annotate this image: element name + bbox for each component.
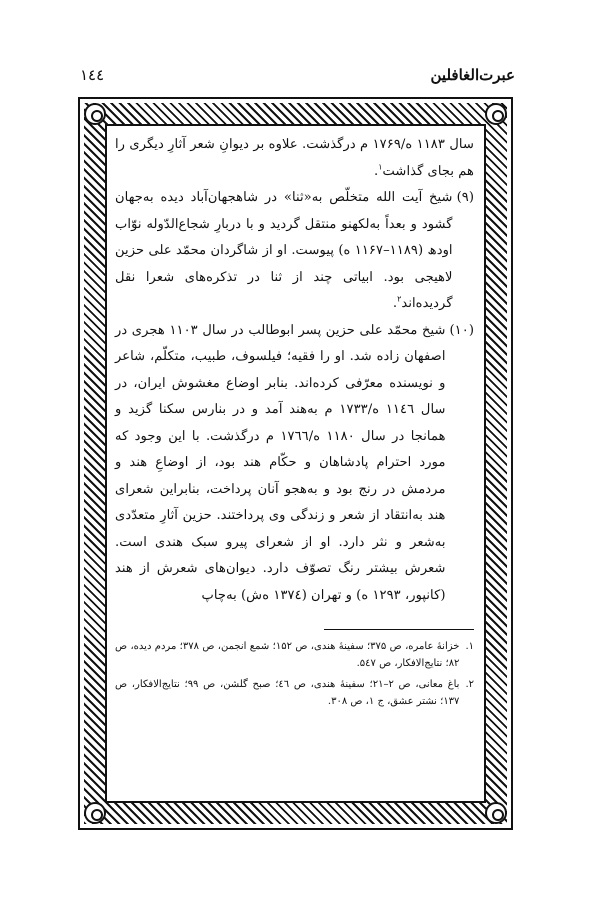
intro-end: .: [373, 163, 379, 179]
running-title: عبرت‌الغافلین: [430, 66, 515, 84]
entry-body: شیخ آیت الله متخلّص به«ثنا» در شاهجهان‌آباد دیده به‌جهان گشود و بعداً به‌لکهنو منتقل گردید و با دربارِ شجاع‌الدّوله نوّاب اودھ (۱۱۸۹–۱۱۶۷ ه) پیوست. او از شاگردان محمّد علی حزین لاهیجی بود. ابیاتی چند از ثنا در تذکره‌های شعرا نقل گردیده‌اند: [115, 190, 453, 311]
footnote-1: [115, 638, 474, 672]
entry-10: [115, 318, 474, 610]
corner-ornament-icon: [84, 802, 106, 824]
intro-text: سال ۱۱۸۳ ه/۱۷۶۹ م درگذشت. علاوه بر دیوانِ شعر آثارِ دیگری را هم بجای گذاشت: [115, 137, 474, 179]
footnote-number: ۲.: [465, 679, 474, 690]
decorative-frame: [78, 97, 513, 830]
entry-number: (۱۰): [449, 322, 474, 338]
page-content: [115, 132, 474, 795]
footnote-ref: ۲: [397, 294, 402, 304]
entry-9: [115, 185, 474, 318]
text-area: [105, 124, 486, 803]
footnote-number: ۱.: [465, 641, 474, 652]
page-header: [80, 66, 515, 90]
intro-paragraph: [115, 132, 474, 185]
entry-text: شیخ محمّد علی حزین پسر ابوطالب در سال ۱۱۰۳ هجری در اصفهان زاده شد. او را فقیه؛ فیلسوف، طبیب، متکلّم، شاعر و نویسنده معرّفی کرده‌اند. بنابر اوضاع مغشوش ایران، در سال ۱۱٤٦ ه/۱۷۳۳ م به‌هند آمد و در بنارس سکنا گزید و همانجا در سال ۱۱۸۰ ه/۱۷٦٦ م درگذشت. با این وجود که مورد احترام پادشاهان و حکّام هند بود، از اوضاعِ هند و مردمش در رنج بود و به‌هجو آنان پرداخت، بنابراین شعرای هند به‌انتقاد از شعر و زندگی وی پرداختند. حزین آثارِ متعدّدی به‌شعر و نثر دارد. او از شعرای پیرو سبک هندی است. شعرش بیشتر رنگ تصوّف دارد. دیوان‌های شعرش از هند (کانپور، ۱۲۹۳ ه) و تهران (۱۳۷٤ ه‌ش) به‌چاپ: [115, 322, 446, 603]
footnote-divider: [324, 629, 474, 630]
corner-ornament-icon: [485, 802, 507, 824]
entry-number: (۹): [456, 190, 474, 205]
corner-ornament-icon: [485, 103, 507, 125]
footnote-2: [115, 676, 474, 710]
entry-end: .: [392, 296, 398, 311]
corner-ornament-icon: [84, 103, 106, 125]
footnote-text: باغ معانی، ص ۲–۲۱؛ سفینهٔ هندی، ص ٤٦؛ صبح گلشن، ص ۹۹؛ نتایج‌الافکار، ص ۱۳۷؛ نشتر عشق، ج ۱، ص ۳۰۸.: [115, 679, 460, 707]
footnote-ref: ۱: [378, 162, 383, 172]
footnote-text: خزانهٔ عامره، ص ۳۷۵؛ سفینهٔ هندی، ص ۱۵۲؛ شمع انجمن، ص ۳۷۸؛ مردم دیده، ص ۸۲؛ نتایج‌الافکار، ص ۵٤۷.: [115, 641, 460, 669]
page-number: ۱٤٤: [80, 66, 105, 84]
entry-text: [115, 185, 453, 318]
